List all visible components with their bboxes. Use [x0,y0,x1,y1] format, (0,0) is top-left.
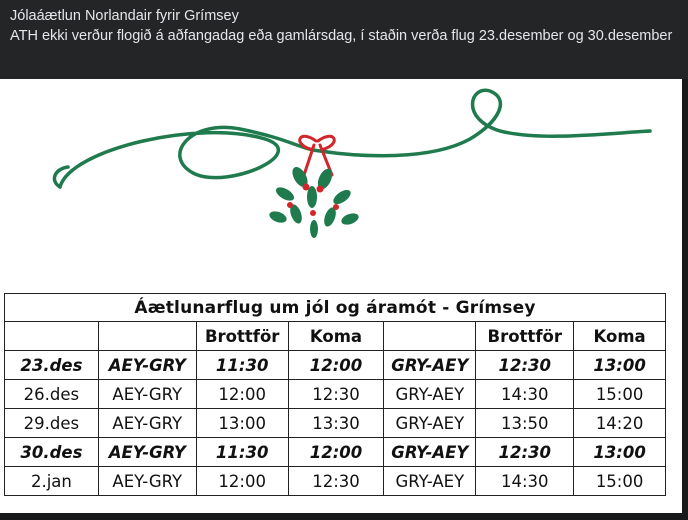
table-cell: 29.des [5,409,99,438]
table-cell: 13:30 [288,409,384,438]
scroll-gutter [682,79,688,520]
table-cell: 12:30 [476,438,574,467]
schedule-table [4,293,666,496]
table-cell: GRY-AEY [384,409,476,438]
post-body: ATH ekki verður flogið á aðfangadag eða gamlársdag, í staðin verða flug 23.desember og 30.desember [10,28,673,44]
table-cell: 26.des [5,380,99,409]
table-cell: 12:30 [288,467,384,496]
header-cell: Brottför [476,322,574,351]
table-cell: AEY-GRY [98,351,196,380]
table-cell: 13:00 [574,351,666,380]
table-cell: 13:00 [574,438,666,467]
header-cell [384,322,476,351]
table-cell: GRY-AEY [384,380,476,409]
table-cell: 14:30 [476,380,574,409]
table-title: Áætlunarflug um jól og áramót - Grímsey [5,294,666,322]
bottom-gutter [0,513,688,520]
leaves [268,164,360,238]
table-cell: 12:00 [288,351,384,380]
table-cell: 12:00 [196,380,288,409]
mistletoe-icon [0,79,682,279]
table-cell: 12:30 [288,380,384,409]
table-cell: 30.des [5,438,99,467]
header-cell [5,322,99,351]
table-cell: AEY-GRY [98,467,196,496]
table-header-row [5,322,666,351]
table-cell: 13:00 [196,409,288,438]
table-row [5,467,666,496]
table-row [5,438,666,467]
table-cell: 14:30 [476,467,574,496]
table-row [5,351,666,380]
table-cell: 14:20 [574,409,666,438]
table-row [5,380,666,409]
table-cell: GRY-AEY [384,351,476,380]
post-text [0,0,688,78]
post-image[interactable] [0,79,682,513]
table-cell: 11:30 [196,438,288,467]
table-cell: 13:50 [476,409,574,438]
table-cell: 15:00 [574,467,666,496]
header-cell: Brottför [196,322,288,351]
table-cell: GRY-AEY [384,438,476,467]
table-cell: 12:30 [476,351,574,380]
ribbon-swirl [60,90,650,187]
table-row [5,409,666,438]
table-cell: 12:00 [196,467,288,496]
table-cell: 23.des [5,351,99,380]
table-title-row [5,294,666,322]
table-cell: 15:00 [574,380,666,409]
table-cell: AEY-GRY [98,438,196,467]
table-cell: 2.jan [5,467,99,496]
header-cell: Koma [574,322,666,351]
table-cell: 12:00 [288,438,384,467]
table-cell: AEY-GRY [98,409,196,438]
table-cell: GRY-AEY [384,467,476,496]
header-cell [98,322,196,351]
table-cell: AEY-GRY [98,380,196,409]
table-cell: 11:30 [196,351,288,380]
header-cell: Koma [288,322,384,351]
post-title: Jólaáætlun Norlandair fyrir Grímsey [10,8,239,24]
